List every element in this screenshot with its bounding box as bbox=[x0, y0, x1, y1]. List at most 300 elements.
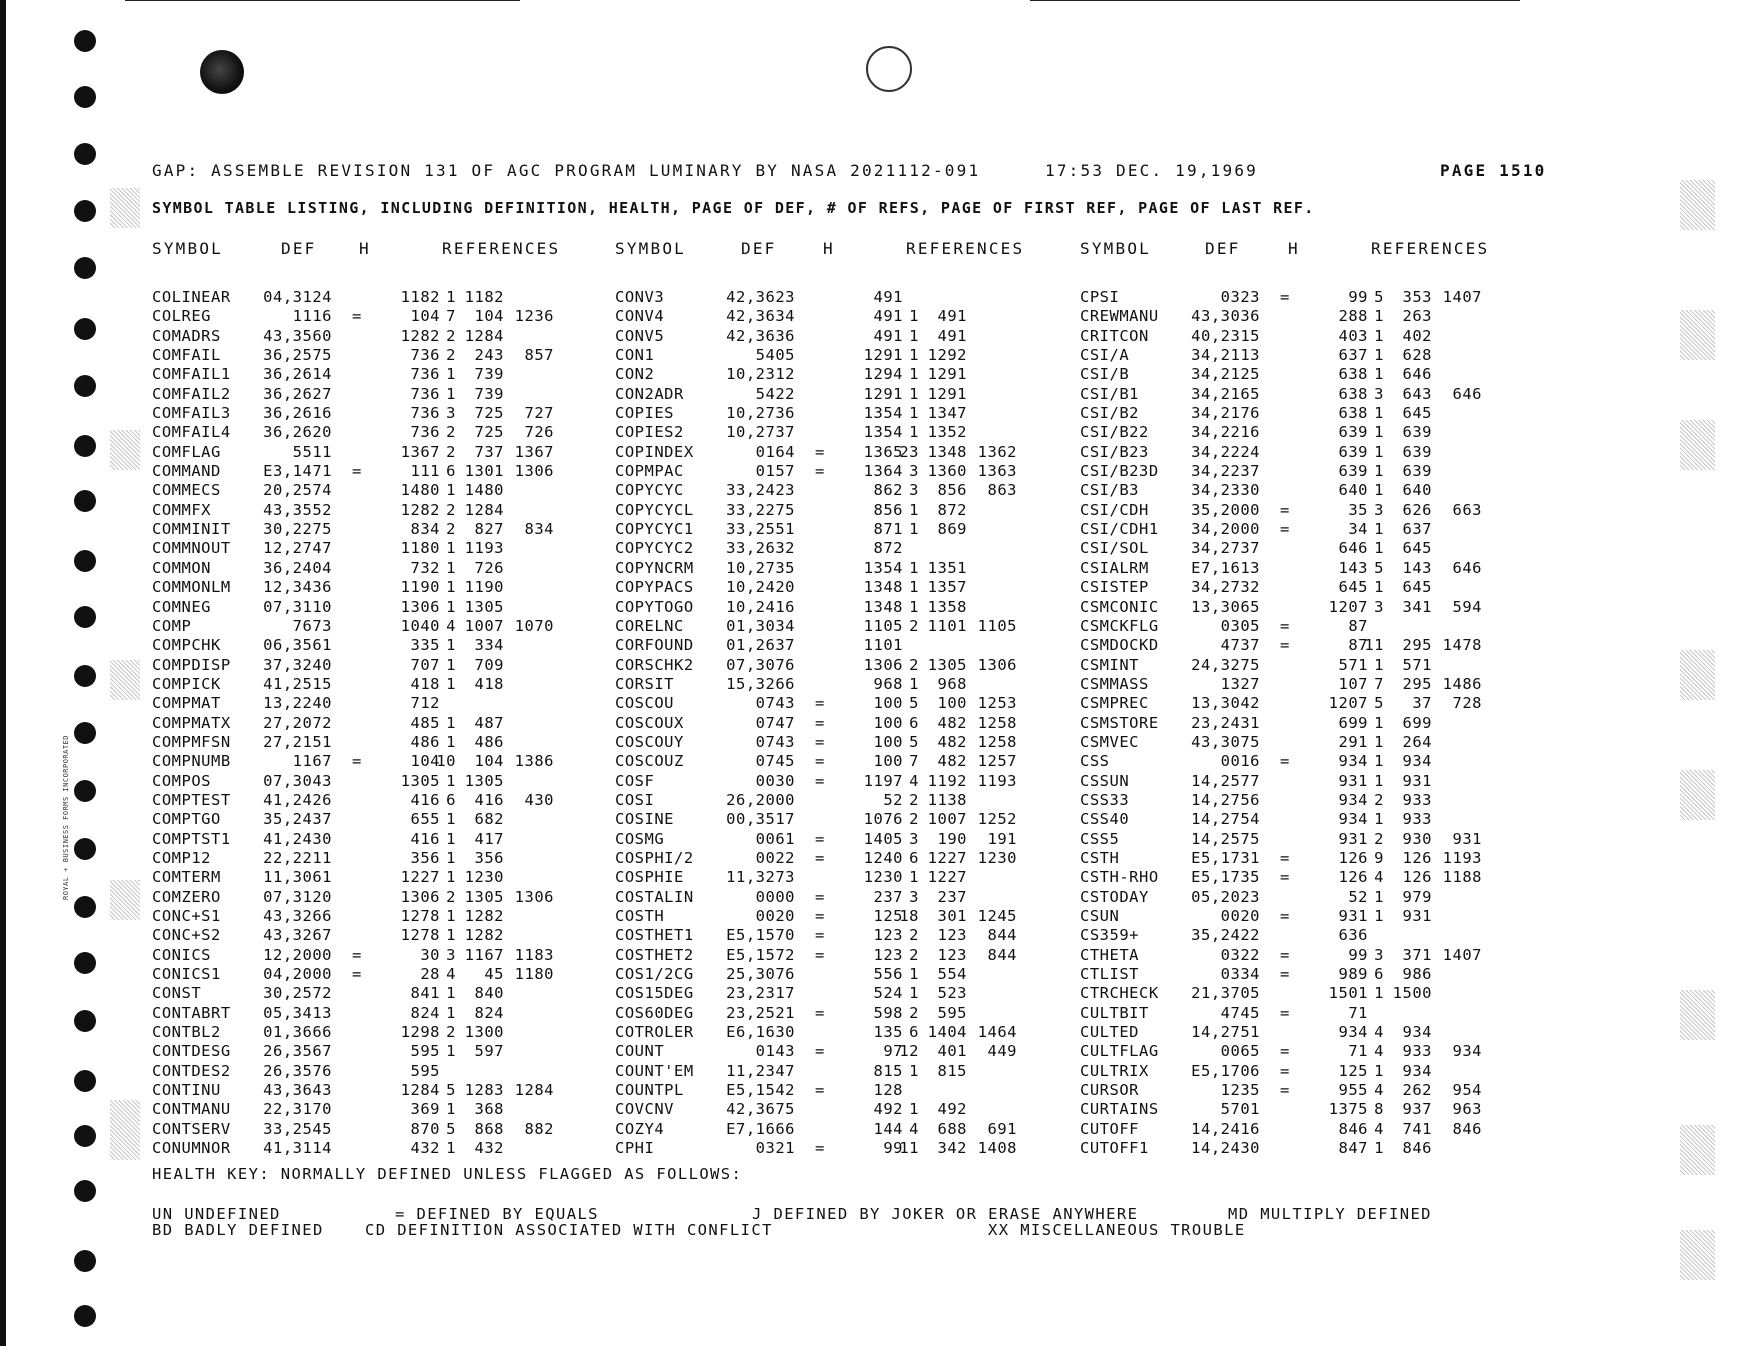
def-page: 99 bbox=[883, 1139, 903, 1158]
symbol-row bbox=[1080, 1023, 1540, 1042]
health-key-title: HEALTH KEY: NORMALLY DEFINED UNLESS FLAGGED AS FOLLOWS: bbox=[152, 1165, 743, 1183]
first-ref-page: 295 bbox=[1402, 674, 1432, 693]
last-ref-page: 1258 bbox=[977, 732, 1017, 751]
def-value: E5,1570 bbox=[726, 926, 795, 945]
def-value: 0743 bbox=[755, 694, 795, 713]
def-value: E7,1613 bbox=[1191, 558, 1260, 577]
def-value: E5,1735 bbox=[1191, 868, 1260, 887]
punch-hole bbox=[74, 838, 96, 860]
symbol-name: CPSI bbox=[1080, 288, 1120, 306]
def-value: 06,3561 bbox=[263, 636, 332, 655]
def-page: 1182 bbox=[400, 288, 440, 306]
ref-count: 2 bbox=[909, 1003, 919, 1022]
first-ref-page: 264 bbox=[1402, 732, 1432, 751]
def-value: 0323 bbox=[1220, 288, 1260, 306]
def-page: 645 bbox=[1338, 578, 1368, 597]
punch-hole bbox=[74, 1305, 96, 1327]
ref-count: 1 bbox=[1374, 984, 1384, 1003]
col-header-references: REFERENCES bbox=[1371, 239, 1490, 258]
symbol-name: COSTHET2 bbox=[615, 945, 694, 964]
symbol-name: COMPTGO bbox=[152, 810, 221, 829]
col-header-health: H bbox=[823, 239, 835, 258]
binder-hole bbox=[200, 50, 244, 94]
col-header-symbol: SYMBOL bbox=[152, 239, 223, 258]
first-ref-page: 637 bbox=[1402, 520, 1432, 539]
health-flag: = bbox=[815, 1003, 825, 1022]
symbol-row bbox=[152, 1100, 602, 1119]
margin-imprint: ROYAL + BUSINESS FORMS INCORPORATED bbox=[62, 734, 70, 900]
def-page: 432 bbox=[410, 1139, 440, 1158]
first-ref-page: 639 bbox=[1402, 462, 1432, 481]
last-ref-page: 449 bbox=[987, 1042, 1017, 1061]
ref-count: 1 bbox=[1374, 481, 1384, 500]
def-value: 43,3560 bbox=[263, 326, 332, 345]
symbol-row bbox=[615, 714, 1070, 733]
symbol-row bbox=[615, 385, 1070, 404]
def-page: 418 bbox=[410, 674, 440, 693]
def-value: 5701 bbox=[1220, 1100, 1260, 1119]
def-value: 26,2000 bbox=[726, 790, 795, 809]
last-ref-page: 1236 bbox=[514, 307, 554, 326]
def-page: 1306 bbox=[400, 887, 440, 906]
def-page: 486 bbox=[410, 732, 440, 751]
ref-count: 4 bbox=[909, 1119, 919, 1138]
ref-count: 1 bbox=[446, 771, 456, 790]
symbol-name: CONV4 bbox=[615, 307, 665, 326]
symbol-row bbox=[1080, 539, 1540, 558]
last-ref-page: 727 bbox=[524, 404, 554, 423]
def-value: 43,3075 bbox=[1191, 732, 1260, 751]
ref-count: 7 bbox=[909, 752, 919, 771]
ref-count: 11 bbox=[899, 1139, 919, 1158]
first-ref-page: 45 bbox=[484, 965, 504, 984]
symbol-name: CSTH bbox=[1080, 848, 1120, 867]
last-ref-page: 882 bbox=[524, 1119, 554, 1138]
symbol-name: COMMON bbox=[152, 558, 211, 577]
ref-count: 2 bbox=[446, 500, 456, 519]
ref-count: 9 bbox=[1374, 848, 1384, 867]
ref-count: 1 bbox=[909, 558, 919, 577]
symbol-name: CULTFLAG bbox=[1080, 1042, 1159, 1061]
def-page: 87 bbox=[1348, 636, 1368, 655]
def-value: 26,3567 bbox=[263, 1042, 332, 1061]
symbol-row bbox=[152, 1023, 602, 1042]
symbol-row bbox=[152, 404, 602, 423]
first-ref-page: 1227 bbox=[927, 868, 967, 887]
ref-count: 1 bbox=[1374, 520, 1384, 539]
health-flag: = bbox=[1280, 848, 1290, 867]
scan-smudge bbox=[1680, 770, 1715, 820]
symbol-row bbox=[152, 965, 602, 984]
last-ref-page: 1183 bbox=[514, 945, 554, 964]
symbol-row bbox=[1080, 888, 1540, 907]
page-number: PAGE 1510 bbox=[1440, 161, 1547, 180]
symbol-row bbox=[152, 481, 602, 500]
first-ref-page: 1352 bbox=[927, 423, 967, 442]
scan-smudge bbox=[110, 1100, 140, 1160]
symbol-name: CON2ADR bbox=[615, 384, 684, 403]
symbol-name: COMP12 bbox=[152, 848, 211, 867]
punch-hole bbox=[74, 257, 96, 279]
symbol-name: COMPDISP bbox=[152, 655, 231, 674]
def-page: 1348 bbox=[863, 597, 903, 616]
first-ref-page: 739 bbox=[474, 384, 504, 403]
def-page: 968 bbox=[873, 674, 903, 693]
symbol-row bbox=[1080, 501, 1540, 520]
first-ref-page: 1351 bbox=[927, 558, 967, 577]
first-ref-page: 645 bbox=[1402, 404, 1432, 423]
symbol-name: CSTODAY bbox=[1080, 887, 1149, 906]
symbol-row bbox=[615, 423, 1070, 442]
last-ref-page: 646 bbox=[1452, 558, 1482, 577]
symbol-name: COS60DEG bbox=[615, 1003, 694, 1022]
def-value: E3,1471 bbox=[263, 462, 332, 481]
ref-count: 5 bbox=[1374, 694, 1384, 713]
first-ref-page: 725 bbox=[474, 423, 504, 442]
ref-count: 3 bbox=[909, 481, 919, 500]
def-page: 870 bbox=[410, 1119, 440, 1138]
def-value: 07,3120 bbox=[263, 887, 332, 906]
first-ref-page: 933 bbox=[1402, 790, 1432, 809]
def-value: 04,3124 bbox=[263, 288, 332, 306]
symbol-row bbox=[152, 946, 602, 965]
first-ref-page: 342 bbox=[937, 1139, 967, 1158]
def-value: 43,3267 bbox=[263, 926, 332, 945]
symbol-name: CON2 bbox=[615, 365, 655, 384]
symbol-row bbox=[1080, 1062, 1540, 1081]
symbol-name: CONST bbox=[152, 984, 202, 1003]
def-value: 30,2572 bbox=[263, 984, 332, 1003]
def-value: 05,3413 bbox=[263, 1003, 332, 1022]
symbol-name: CSMPREC bbox=[1080, 694, 1149, 713]
health-flag: = bbox=[1280, 752, 1290, 771]
def-page: 1364 bbox=[863, 462, 903, 481]
def-page: 736 bbox=[410, 384, 440, 403]
ref-count: 3 bbox=[909, 887, 919, 906]
def-page: 856 bbox=[873, 500, 903, 519]
ref-count: 1 bbox=[909, 1100, 919, 1119]
symbol-name: COPIES2 bbox=[615, 423, 684, 442]
def-value: 42,3623 bbox=[726, 288, 795, 306]
symbol-name: COSTHET1 bbox=[615, 926, 694, 945]
punch-hole bbox=[74, 200, 96, 222]
def-value: 14,2756 bbox=[1191, 790, 1260, 809]
symbol-row bbox=[615, 772, 1070, 791]
def-page: 1076 bbox=[863, 810, 903, 829]
def-value: 10,2420 bbox=[726, 578, 795, 597]
health-key-joker: J DEFINED BY JOKER OR ERASE ANYWHERE bbox=[752, 1205, 1139, 1223]
first-ref-page: 1101 bbox=[927, 616, 967, 635]
def-value: 0061 bbox=[755, 829, 795, 848]
ref-count: 7 bbox=[1374, 674, 1384, 693]
def-page: 28 bbox=[420, 965, 440, 984]
symbol-name: COMP bbox=[152, 616, 192, 635]
def-value: 01,3666 bbox=[263, 1023, 332, 1042]
ref-count: 5 bbox=[909, 694, 919, 713]
def-value: E5,1706 bbox=[1191, 1061, 1260, 1080]
symbol-row bbox=[1080, 385, 1540, 404]
symbol-row bbox=[152, 1081, 602, 1100]
def-page: 595 bbox=[410, 1042, 440, 1061]
ref-count: 2 bbox=[909, 616, 919, 635]
def-page: 707 bbox=[410, 655, 440, 674]
def-value: 0334 bbox=[1220, 965, 1260, 984]
health-flag: = bbox=[815, 907, 825, 925]
symbol-name: CONTSERV bbox=[152, 1119, 231, 1138]
ref-count: 1 bbox=[446, 713, 456, 732]
last-ref-page: 691 bbox=[987, 1119, 1017, 1138]
def-value: 34,2224 bbox=[1191, 442, 1260, 461]
ref-count: 1 bbox=[446, 810, 456, 829]
def-value: 21,3705 bbox=[1191, 984, 1260, 1003]
symbol-row bbox=[1080, 443, 1540, 462]
ref-count: 1 bbox=[446, 288, 456, 306]
last-ref-page: 863 bbox=[987, 481, 1017, 500]
last-ref-page: 1180 bbox=[514, 965, 554, 984]
def-value: 41,2515 bbox=[263, 674, 332, 693]
symbol-row bbox=[615, 984, 1070, 1003]
first-ref-page: 709 bbox=[474, 655, 504, 674]
first-ref-page: 1291 bbox=[927, 384, 967, 403]
first-ref-page: 487 bbox=[474, 713, 504, 732]
symbol-name: CSMINT bbox=[1080, 655, 1139, 674]
symbol-row bbox=[615, 675, 1070, 694]
punch-hole bbox=[74, 1125, 96, 1147]
def-value: 24,3275 bbox=[1191, 655, 1260, 674]
def-page: 931 bbox=[1338, 907, 1368, 925]
def-value: 35,2437 bbox=[263, 810, 332, 829]
first-ref-page: 1192 bbox=[927, 771, 967, 790]
def-value: 41,3114 bbox=[263, 1139, 332, 1158]
scan-smudge bbox=[1680, 1125, 1715, 1175]
first-ref-page: 1284 bbox=[464, 326, 504, 345]
ref-count: 1 bbox=[446, 1139, 456, 1158]
first-ref-page: 626 bbox=[1402, 500, 1432, 519]
health-flag: = bbox=[815, 713, 825, 732]
ref-count: 1 bbox=[446, 984, 456, 1003]
ref-count: 1 bbox=[1374, 732, 1384, 751]
symbol-name: CSISTEP bbox=[1080, 578, 1149, 597]
symbol-row bbox=[152, 1139, 602, 1158]
symbol-row bbox=[1080, 714, 1540, 733]
symbol-row bbox=[152, 578, 602, 597]
ref-count: 1 bbox=[446, 384, 456, 403]
def-page: 1348 bbox=[863, 578, 903, 597]
def-value: E6,1630 bbox=[726, 1023, 795, 1042]
first-ref-page: 482 bbox=[937, 713, 967, 732]
def-page: 1282 bbox=[400, 326, 440, 345]
symbol-name: CSMVEC bbox=[1080, 732, 1139, 751]
def-value: E7,1666 bbox=[726, 1119, 795, 1138]
def-page: 30 bbox=[420, 945, 440, 964]
symbol-row bbox=[1080, 752, 1540, 771]
symbol-row bbox=[1080, 423, 1540, 442]
ref-count: 2 bbox=[446, 326, 456, 345]
symbol-name: CONTBL2 bbox=[152, 1023, 221, 1042]
def-page: 416 bbox=[410, 790, 440, 809]
last-ref-page: 594 bbox=[1452, 597, 1482, 616]
first-ref-page: 725 bbox=[474, 404, 504, 423]
page-left-edge bbox=[0, 0, 6, 1346]
def-page: 237 bbox=[873, 887, 903, 906]
first-ref-page: 934 bbox=[1402, 752, 1432, 771]
col-header-references: REFERENCES bbox=[442, 239, 561, 258]
first-ref-page: 123 bbox=[937, 926, 967, 945]
first-ref-page: 123 bbox=[937, 945, 967, 964]
punch-hole bbox=[74, 1070, 96, 1092]
symbol-name: CSI/SOL bbox=[1080, 539, 1149, 558]
symbol-name: CSI/B1 bbox=[1080, 384, 1139, 403]
def-value: 36,2575 bbox=[263, 346, 332, 365]
def-page: 638 bbox=[1338, 384, 1368, 403]
last-ref-page: 844 bbox=[987, 926, 1017, 945]
def-value: 14,2751 bbox=[1191, 1023, 1260, 1042]
def-value: 0143 bbox=[755, 1042, 795, 1061]
symbol-name: CONUMNOR bbox=[152, 1139, 231, 1158]
symbol-row bbox=[1080, 578, 1540, 597]
symbol-name: COMPTEST bbox=[152, 790, 231, 809]
def-page: 107 bbox=[1338, 674, 1368, 693]
symbol-name: COMPMAT bbox=[152, 694, 221, 713]
symbol-row bbox=[1080, 346, 1540, 365]
def-value: 12,2747 bbox=[263, 539, 332, 558]
symbol-row bbox=[1080, 984, 1540, 1003]
def-value: 34,2732 bbox=[1191, 578, 1260, 597]
def-page: 824 bbox=[410, 1003, 440, 1022]
punch-hole bbox=[74, 1010, 96, 1032]
def-value: 23,2317 bbox=[726, 984, 795, 1003]
def-value: 43,3036 bbox=[1191, 307, 1260, 326]
symbol-row bbox=[615, 830, 1070, 849]
last-ref-page: 1193 bbox=[1442, 848, 1482, 867]
symbol-row bbox=[1080, 307, 1540, 326]
symbol-name: COMNEG bbox=[152, 597, 211, 616]
symbol-name: CSSUN bbox=[1080, 771, 1130, 790]
first-ref-page: 628 bbox=[1402, 346, 1432, 365]
def-value: E5,1572 bbox=[726, 945, 795, 964]
symbol-row bbox=[152, 810, 602, 829]
symbol-name: CONTDES2 bbox=[152, 1061, 231, 1080]
def-value: 14,2430 bbox=[1191, 1139, 1260, 1158]
def-page: 1354 bbox=[863, 404, 903, 423]
def-value: 11,3061 bbox=[263, 868, 332, 887]
def-page: 71 bbox=[1348, 1042, 1368, 1061]
ref-count: 1 bbox=[1374, 346, 1384, 365]
symbol-row bbox=[615, 907, 1070, 926]
ref-count: 6 bbox=[909, 713, 919, 732]
def-page: 491 bbox=[873, 307, 903, 326]
first-ref-page: 1292 bbox=[927, 346, 967, 365]
def-page: 1294 bbox=[863, 365, 903, 384]
symbol-row bbox=[615, 733, 1070, 752]
last-ref-page: 1258 bbox=[977, 713, 1017, 732]
last-ref-page: 934 bbox=[1452, 1042, 1482, 1061]
def-page: 135 bbox=[873, 1023, 903, 1042]
first-ref-page: 143 bbox=[1402, 558, 1432, 577]
symbol-row bbox=[152, 656, 602, 675]
first-ref-page: 1138 bbox=[927, 790, 967, 809]
symbol-name: CSI/B22 bbox=[1080, 423, 1149, 442]
symbol-row bbox=[615, 481, 1070, 500]
symbol-name: COMMINIT bbox=[152, 520, 231, 539]
last-ref-page: 1188 bbox=[1442, 868, 1482, 887]
symbol-name: COMPOS bbox=[152, 771, 211, 790]
symbol-name: CREWMANU bbox=[1080, 307, 1159, 326]
ref-count: 3 bbox=[1374, 500, 1384, 519]
symbol-row bbox=[152, 423, 602, 442]
first-ref-page: 482 bbox=[937, 732, 967, 751]
def-value: 01,3034 bbox=[726, 616, 795, 635]
first-ref-page: 1305 bbox=[464, 771, 504, 790]
symbol-row bbox=[615, 559, 1070, 578]
def-page: 598 bbox=[873, 1003, 903, 1022]
symbol-name: CURSOR bbox=[1080, 1081, 1139, 1100]
first-ref-page: 739 bbox=[474, 365, 504, 384]
ref-count: 1 bbox=[1374, 771, 1384, 790]
ref-count: 1 bbox=[446, 1100, 456, 1119]
symbol-row bbox=[1080, 656, 1540, 675]
def-page: 732 bbox=[410, 558, 440, 577]
symbol-name: COPYCYC bbox=[615, 481, 684, 500]
first-ref-page: 334 bbox=[474, 636, 504, 655]
ref-count: 1 bbox=[446, 829, 456, 848]
def-page: 1298 bbox=[400, 1023, 440, 1042]
ref-count: 4 bbox=[1374, 1023, 1384, 1042]
ref-count: 4 bbox=[446, 616, 456, 635]
first-ref-page: 554 bbox=[937, 965, 967, 984]
first-ref-page: 104 bbox=[474, 752, 504, 771]
symbol-row bbox=[615, 694, 1070, 713]
last-ref-page: 844 bbox=[987, 945, 1017, 964]
def-value: 0030 bbox=[755, 771, 795, 790]
def-page: 1230 bbox=[863, 868, 903, 887]
ref-count: 2 bbox=[446, 1023, 456, 1042]
def-value: 35,2422 bbox=[1191, 926, 1260, 945]
symbol-row bbox=[1080, 404, 1540, 423]
first-ref-page: 341 bbox=[1402, 597, 1432, 616]
col-header-symbol: SYMBOL bbox=[615, 239, 686, 258]
symbol-row bbox=[152, 520, 602, 539]
health-key-xx: XX MISCELLANEOUS TROUBLE bbox=[988, 1221, 1246, 1239]
scan-smudge bbox=[1680, 990, 1715, 1040]
def-page: 524 bbox=[873, 984, 903, 1003]
last-ref-page: 1070 bbox=[514, 616, 554, 635]
symbol-name: CUTOFF1 bbox=[1080, 1139, 1149, 1158]
def-page: 1291 bbox=[863, 346, 903, 365]
first-ref-page: 726 bbox=[474, 558, 504, 577]
health-flag: = bbox=[1280, 520, 1290, 539]
symbol-name: COMMECS bbox=[152, 481, 221, 500]
def-value: 7673 bbox=[292, 616, 332, 635]
first-ref-page: 827 bbox=[474, 520, 504, 539]
def-value: 36,2627 bbox=[263, 384, 332, 403]
def-value: 30,2275 bbox=[263, 520, 332, 539]
first-ref-page: 353 bbox=[1402, 288, 1432, 306]
symbol-row bbox=[615, 946, 1070, 965]
first-ref-page: 640 bbox=[1402, 481, 1432, 500]
def-page: 1040 bbox=[400, 616, 440, 635]
def-value: 0743 bbox=[755, 732, 795, 751]
def-value: 34,2216 bbox=[1191, 423, 1260, 442]
def-page: 636 bbox=[1338, 926, 1368, 945]
symbol-name: COSF bbox=[615, 771, 655, 790]
col-header-symbol: SYMBOL bbox=[1080, 239, 1151, 258]
symbol-row bbox=[1080, 868, 1540, 887]
symbol-name: CURTAINS bbox=[1080, 1100, 1159, 1119]
symbol-row bbox=[1080, 559, 1540, 578]
symbol-row bbox=[152, 559, 602, 578]
symbol-name: COUNTPL bbox=[615, 1081, 684, 1100]
